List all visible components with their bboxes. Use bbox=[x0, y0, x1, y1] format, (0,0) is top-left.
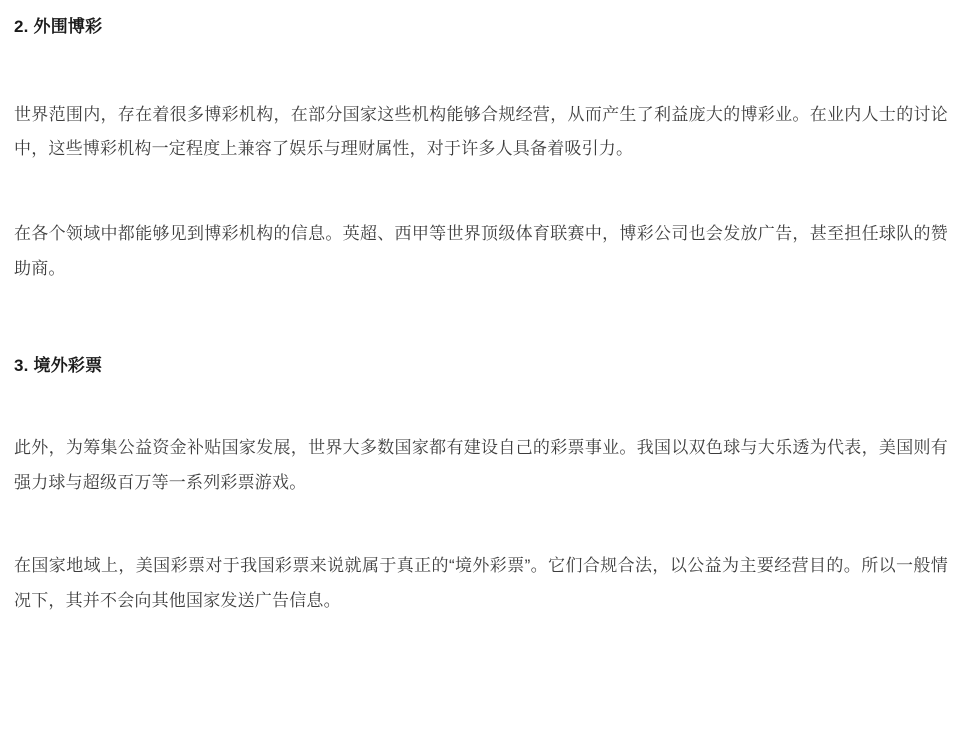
paragraph-overseas-lottery-2: 在国家地域上，美国彩票对于我国彩票来说就属于真正的“境外彩票”。它们合规合法，以公益为主要经营目的。所以一般情况下，其并不会向其他国家发送广告信息。 bbox=[14, 556, 948, 610]
paragraph-overseas-lottery-1: 此外，为筹集公益资金补贴国家发展，世界大多数国家都有建设自己的彩票事业。我国以双色球与大乐透为代表，美国则有强力球与超级百万等一系列彩票游戏。 bbox=[14, 438, 948, 493]
article-body bbox=[0, 14, 962, 619]
paragraph-outside-betting-1: 世界范围内，存在着很多博彩机构，在部分国家这些机构能够合规经营，从而产生了利益庞大的博彩业。在业内人士的讨论中，这些博彩机构一定程度上兼容了娱乐与理财属性，对于许多人具备着吸引力。 bbox=[14, 104, 948, 159]
section-heading-2: 2. 外围博彩 bbox=[14, 17, 103, 36]
section-heading-3: 3. 境外彩票 bbox=[14, 355, 103, 375]
paragraph-outside-betting-2: 在各个领域中都能够见到博彩机构的信息。英超、西甲等世界顶级体育联赛中，博彩公司也会发放广告，甚至担任球队的赞助商。 bbox=[14, 224, 948, 279]
